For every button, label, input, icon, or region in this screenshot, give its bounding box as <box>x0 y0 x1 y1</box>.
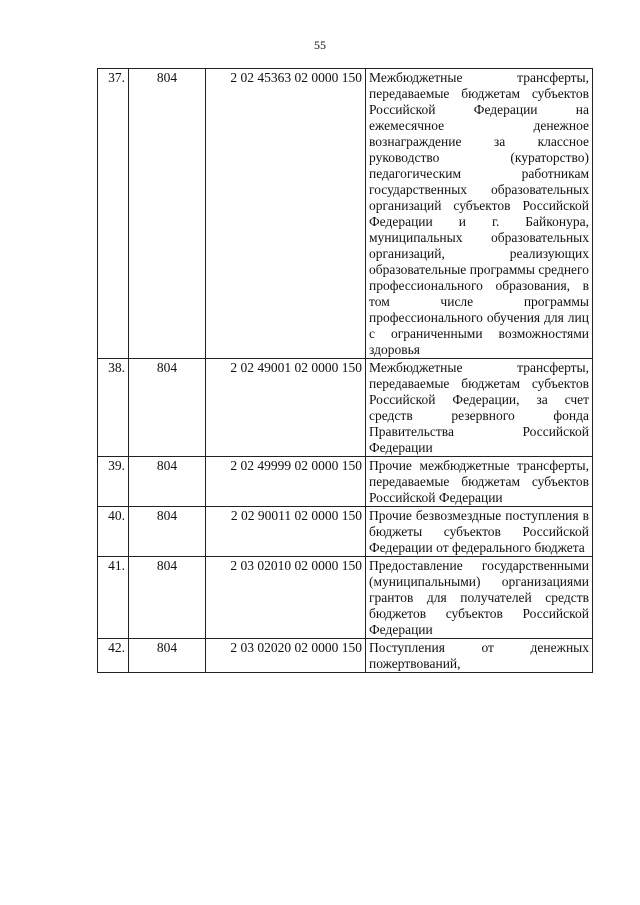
description-cell: Поступления от денежных пожертвований, <box>366 639 593 673</box>
description-cell: Межбюджетные трансферты, передаваемые бюджетам субъектов Российской Федерации на ежемесячное денежное вознаграждение за классное руководство (кураторство) педагогическим работникам государственных образовательных организаций субъектов Российской Федерации и г. Байконура, муниципальных образовательных организаций, реализующих образовательные программы среднего профессионального образования, в том числе программы профессионального обучения для лиц с ограниченными возможностями здоровья <box>366 69 593 359</box>
row-number-cell: 38. <box>98 359 129 457</box>
table-row <box>98 359 593 457</box>
table-row <box>98 507 593 557</box>
budget-classification-code-cell: 2 03 02020 02 0000 150 <box>206 639 366 673</box>
administrator-code-cell: 804 <box>129 557 206 639</box>
budget-classification-code-cell: 2 02 90011 02 0000 150 <box>206 507 366 557</box>
description-cell: Межбюджетные трансферты, передаваемые бюджетам субъектов Российской Федерации, за счет средств резервного фонда Правительства Российской Федерации <box>366 359 593 457</box>
administrator-code-cell: 804 <box>129 457 206 507</box>
page-number: 55 <box>314 38 326 52</box>
description-cell: Прочие безвозмездные поступления в бюджеты субъектов Российской Федерации от федерального бюджета <box>366 507 593 557</box>
row-number-cell: 42. <box>98 639 129 673</box>
table-row <box>98 557 593 639</box>
budget-classification-code-cell: 2 02 49999 02 0000 150 <box>206 457 366 507</box>
table-row <box>98 639 593 673</box>
row-number-cell: 37. <box>98 69 129 359</box>
description-cell: Предоставление государственными (муниципальными) организациями грантов для получателей средств бюджетов субъектов Российской Федерации <box>366 557 593 639</box>
budget-classification-code-cell: 2 02 49001 02 0000 150 <box>206 359 366 457</box>
budget-classification-code-cell: 2 03 02010 02 0000 150 <box>206 557 366 639</box>
table-row <box>98 457 593 507</box>
administrator-code-cell: 804 <box>129 507 206 557</box>
row-number-cell: 41. <box>98 557 129 639</box>
administrator-code-cell: 804 <box>129 639 206 673</box>
administrator-code-cell: 804 <box>129 69 206 359</box>
row-number-cell: 39. <box>98 457 129 507</box>
table-row <box>98 69 593 359</box>
row-number-cell: 40. <box>98 507 129 557</box>
administrator-code-cell: 804 <box>129 359 206 457</box>
budget-classification-code-cell: 2 02 45363 02 0000 150 <box>206 69 366 359</box>
description-cell: Прочие межбюджетные трансферты, передаваемые бюджетам субъектов Российской Федерации <box>366 457 593 507</box>
revenue-codes-table <box>97 68 593 673</box>
